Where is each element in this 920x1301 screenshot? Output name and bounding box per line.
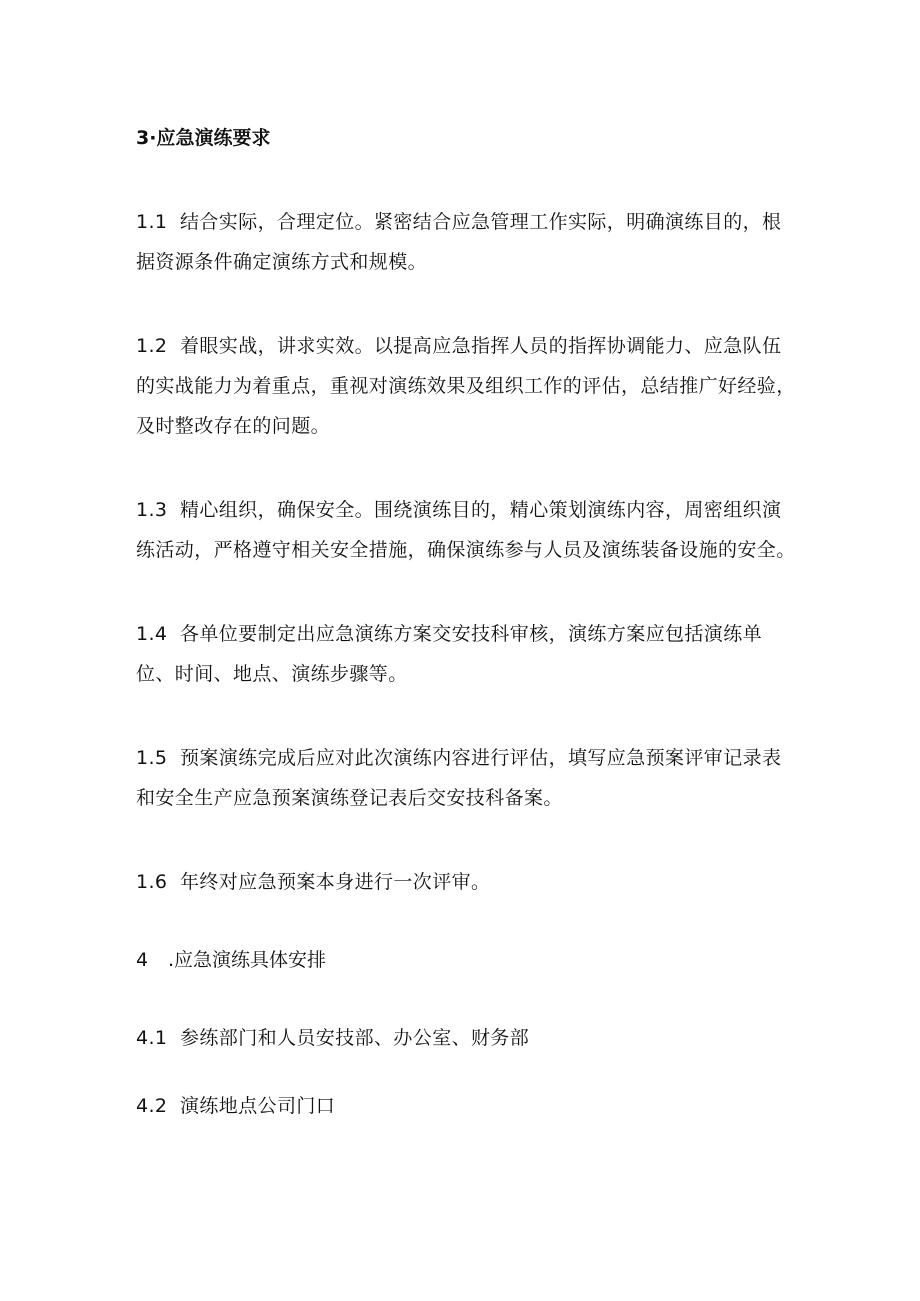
item-text: 预案演练完成后应对此次演练内容进行评估，填写应急预案评审记录表和安全生产应急预案演练登记表后交安技科备案。 [136, 747, 782, 809]
item-text: 演练地点公司门口 [180, 1095, 336, 1117]
item-1-6 [136, 862, 796, 902]
item-4-2 [136, 1086, 796, 1126]
item-number: 1.2 [136, 335, 168, 357]
section-4-title [136, 940, 796, 980]
item-1-1 [136, 202, 796, 282]
item-text: 结合实际，合理定位。紧密结合应急管理工作实际，明确演练目的，根据资源条件确定演练方式和规模。 [136, 211, 782, 273]
item-text: 参练部门和人员安技部、办公室、财务部 [180, 1027, 530, 1049]
item-text: 着眼实战，讲求实效。以提高应急指挥人员的指挥协调能力、应急队伍的实战能力为着重点，重视对演练效果及组织工作的评估，总结推广好经验，及时整改存在的问题。 [136, 335, 796, 437]
item-number: 4.1 [136, 1027, 168, 1049]
item-1-2 [136, 326, 796, 446]
item-text: 各单位要制定出应急演练方案交安技科审核，演练方案应包括演练单位、时间、地点、演练步骤等。 [136, 623, 763, 685]
section-number: 4 [136, 949, 149, 971]
item-1-4 [136, 614, 796, 694]
item-number: 1.1 [136, 211, 168, 233]
item-text: 精心组织，确保安全。围绕演练目的，精心策划演练内容，周密组织演练活动，严格遵守相关安全措施，确保演练参与人员及演练装备设施的安全。 [136, 499, 796, 561]
document-content [136, 118, 796, 1126]
section-title-text: .应急演练具体安排 [168, 949, 327, 971]
item-number: 1.6 [136, 871, 168, 893]
item-4-1 [136, 1018, 796, 1058]
item-number: 4.2 [136, 1095, 168, 1117]
item-text: 年终对应急预案本身进行一次评审。 [180, 871, 491, 893]
item-number: 1.5 [136, 747, 168, 769]
item-1-3 [136, 490, 796, 570]
section-3-title: 3·应急演练要求 [136, 127, 271, 149]
item-number: 1.3 [136, 499, 168, 521]
item-1-5 [136, 738, 796, 818]
item-number: 1.4 [136, 623, 168, 645]
